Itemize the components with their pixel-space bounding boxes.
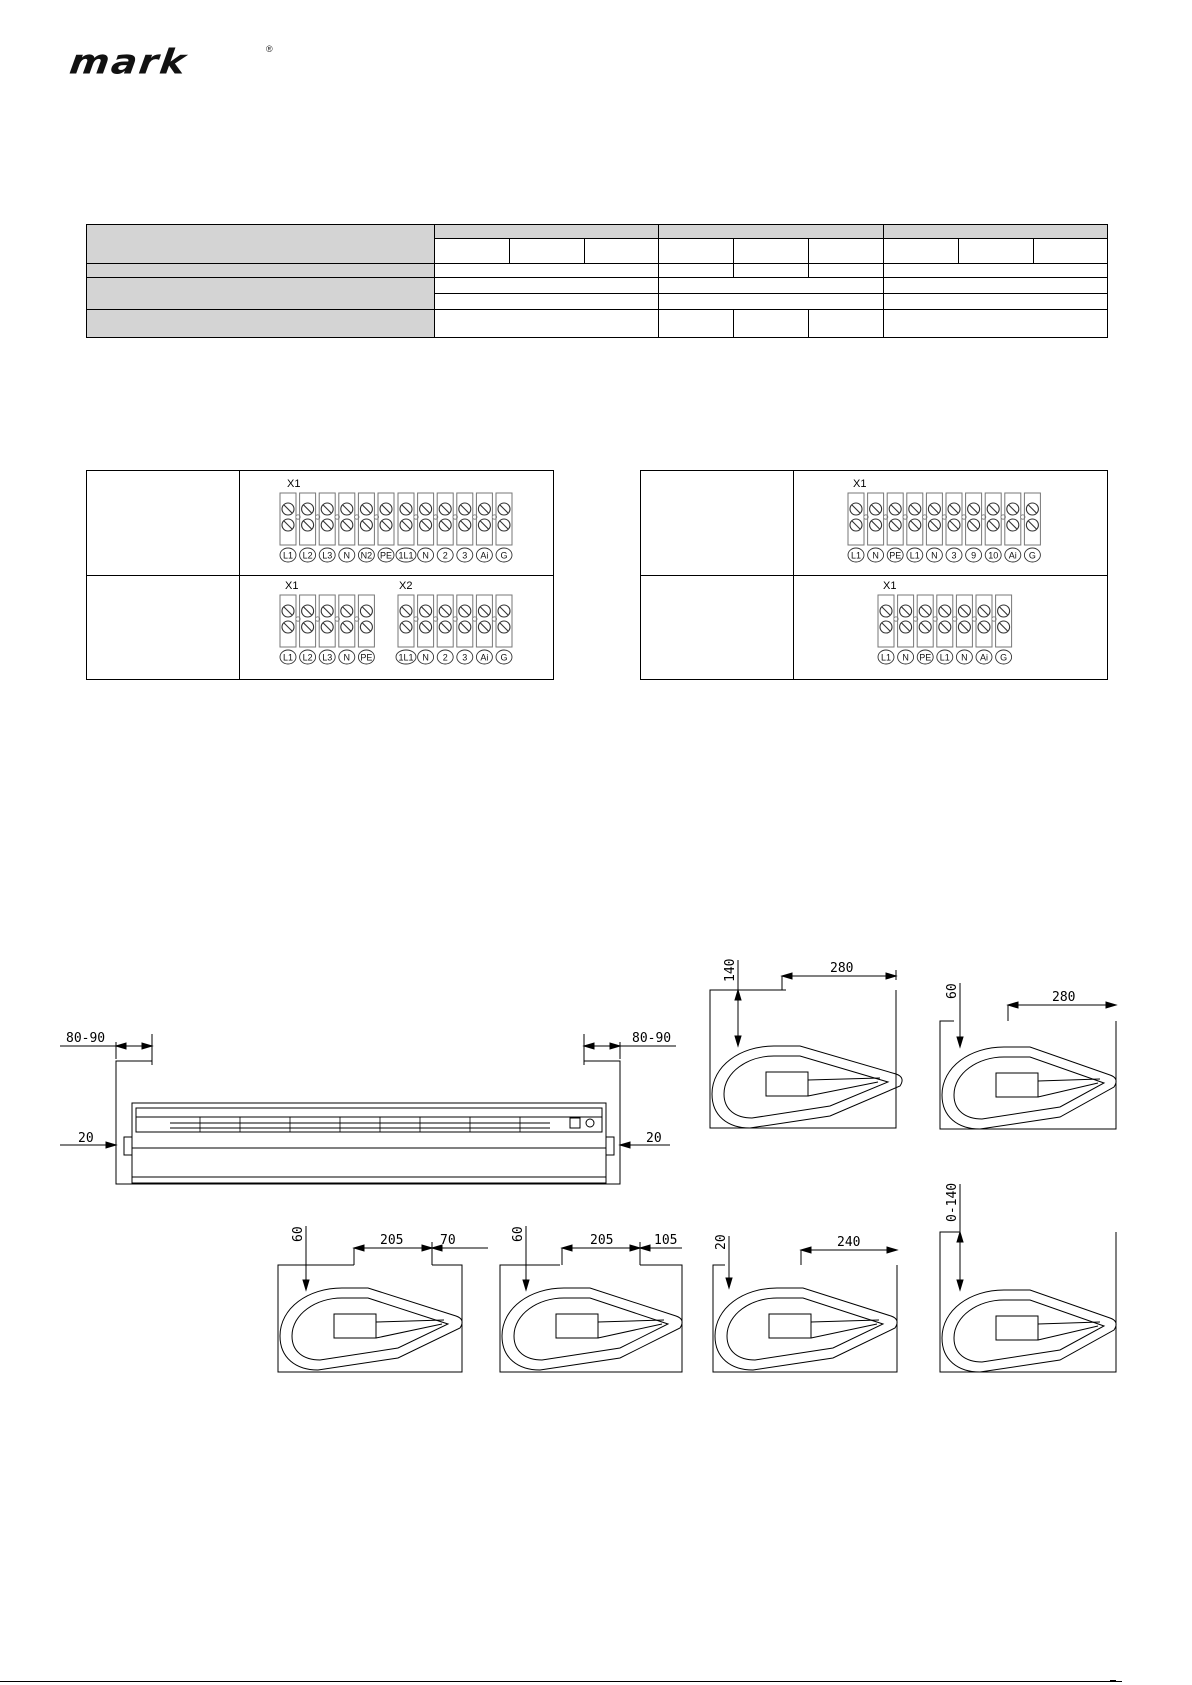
- terminal-label: 2: [442, 550, 448, 561]
- table-cell: [959, 239, 1034, 264]
- terminal-label: Ai: [480, 550, 489, 561]
- terminal-label: PE: [889, 550, 902, 561]
- table-cell: [434, 239, 509, 264]
- terminal: [457, 493, 477, 562]
- dim-w1: 205: [380, 1233, 404, 1248]
- table-cell: [434, 294, 659, 310]
- unit-profile: [715, 1288, 897, 1370]
- terminal: [378, 493, 394, 562]
- dim-width: 280: [1052, 990, 1076, 1005]
- terminal-label: 1L1: [398, 550, 414, 561]
- table-row: [87, 264, 1108, 278]
- arrow-icon: [523, 1280, 529, 1290]
- table-cell: [434, 264, 659, 278]
- table-cell: [884, 278, 1108, 294]
- arrow-icon: [801, 1247, 811, 1253]
- terminal-label: N: [343, 550, 351, 561]
- side-view-1: [700, 950, 910, 1130]
- terminal-label: 1L1: [398, 652, 414, 663]
- table-cell: [87, 310, 435, 338]
- terminal: [966, 493, 986, 562]
- unit-profile: [942, 1047, 1116, 1129]
- dim-width: 240: [837, 1235, 861, 1250]
- brand-name: mark: [67, 42, 191, 82]
- wiring-label-cell: [87, 575, 240, 679]
- dim-top: 60: [945, 983, 960, 999]
- side-view-4: [490, 1220, 690, 1380]
- arrow-icon: [957, 1037, 963, 1047]
- terminal: [418, 493, 438, 562]
- side-view-2: [920, 975, 1120, 1135]
- mounting-outline: [713, 1265, 897, 1372]
- footer-rule: [0, 1681, 1122, 1682]
- arrow-icon: [106, 1142, 116, 1148]
- arrow-icon: [726, 1278, 732, 1288]
- table-cell: [434, 310, 659, 338]
- page-number-mark: [1110, 1680, 1116, 1682]
- terminal-label: 3: [462, 652, 468, 663]
- terminal-label: PE: [360, 652, 373, 663]
- terminal-label: 10: [988, 550, 999, 561]
- unit-knob: [586, 1119, 594, 1127]
- terminal: [280, 493, 300, 562]
- wiring-label-cell: [87, 471, 240, 575]
- arrow-icon: [1008, 1002, 1018, 1008]
- wiring-table-right: [640, 470, 1108, 680]
- arrow-icon: [886, 973, 896, 979]
- terminal-strip: [396, 493, 512, 562]
- wiring-row-1: [641, 471, 1107, 576]
- table-cell: [734, 310, 809, 338]
- terminal-label: L2: [302, 652, 313, 663]
- arrow-icon: [303, 1280, 309, 1290]
- terminal-label: Ai: [1008, 550, 1017, 561]
- terminal-label: L3: [322, 550, 333, 561]
- side-view-6: [920, 1180, 1120, 1380]
- dim-left-gap: 80-90: [66, 1031, 106, 1046]
- terminal: [300, 595, 320, 664]
- wiring-row-1: [87, 471, 553, 576]
- terminal: [1024, 493, 1040, 562]
- terminal-label: N: [422, 652, 429, 663]
- table-cell: [434, 225, 659, 239]
- terminal-label: G: [1000, 652, 1008, 663]
- terminal: [937, 595, 957, 664]
- table-cell: [659, 239, 734, 264]
- terminal: [339, 595, 359, 664]
- arrow-icon: [640, 1245, 650, 1251]
- x2-label: X2: [399, 580, 413, 592]
- terminal-label: L1: [850, 550, 862, 561]
- table-row: [87, 278, 1108, 294]
- terminal-strip-diagram-b: [239, 575, 553, 679]
- terminal-strip: [848, 493, 1040, 562]
- terminal-label: L1: [282, 652, 294, 663]
- table-cell: [434, 278, 659, 294]
- terminal: [898, 595, 918, 664]
- terminal-label: 9: [971, 550, 977, 561]
- arrow-icon: [584, 1043, 594, 1049]
- terminal-strip: [280, 595, 374, 664]
- table-row: [87, 225, 1108, 239]
- table-cell: [659, 294, 884, 310]
- terminal-label: N: [931, 550, 938, 561]
- wiring-row-2: [87, 575, 553, 679]
- terminal: [437, 595, 457, 664]
- terminal-strip-diagram-a: [239, 471, 553, 575]
- dim-top: 60: [291, 1226, 306, 1242]
- unit-profile: [942, 1290, 1116, 1372]
- wiring-row-2: [641, 575, 1107, 679]
- terminal-label: G: [500, 652, 508, 663]
- terminal: [437, 493, 457, 562]
- arrow-icon: [887, 1247, 897, 1253]
- terminal: [457, 595, 477, 664]
- terminal: [476, 595, 496, 664]
- terminal-label: N: [961, 652, 968, 663]
- terminal: [300, 493, 320, 562]
- dim-top: 0-140: [945, 1182, 960, 1222]
- table-cell: [734, 239, 809, 264]
- terminal: [319, 493, 339, 562]
- terminal: [396, 493, 418, 562]
- table-row: [87, 310, 1108, 338]
- terminal-label: N: [422, 550, 429, 561]
- terminal-label: L1: [939, 652, 950, 663]
- table-cell: [659, 225, 884, 239]
- dim-w2: 70: [440, 1233, 456, 1248]
- terminal: [996, 595, 1012, 664]
- dim-right-side: 20: [646, 1131, 662, 1146]
- terminal: [985, 493, 1005, 562]
- terminal: [878, 595, 898, 664]
- unit-body: [132, 1103, 606, 1183]
- wiring-label-cell: [641, 575, 794, 679]
- table-cell: [884, 294, 1108, 310]
- terminal: [868, 493, 888, 562]
- arrow-icon: [116, 1043, 126, 1049]
- terminal-label: 2: [442, 652, 448, 663]
- terminal-label: G: [500, 550, 508, 561]
- terminal: [418, 595, 438, 664]
- dim-top: 140: [723, 958, 738, 982]
- terminal: [358, 493, 378, 562]
- terminal-label: L2: [302, 550, 313, 561]
- table-cell: [884, 264, 1108, 278]
- table-cell: [659, 278, 884, 294]
- table-cell: [809, 264, 884, 278]
- terminal: [976, 595, 996, 664]
- terminal-strip-diagram-d: [793, 575, 1107, 679]
- terminal-label: L1: [282, 550, 294, 561]
- terminal: [358, 595, 374, 664]
- arrow-icon: [562, 1245, 572, 1251]
- table-cell: [659, 264, 734, 278]
- terminal: [476, 493, 496, 562]
- arrow-icon: [610, 1043, 620, 1049]
- wiring-table-left: [86, 470, 554, 680]
- front-view-drawing: [50, 1025, 690, 1200]
- unit-profile: [502, 1288, 682, 1370]
- dim-w2: 105: [654, 1233, 678, 1248]
- terminal-label: G: [1028, 550, 1036, 561]
- terminal-label: L1: [880, 652, 892, 663]
- terminal-label: N: [343, 652, 351, 663]
- dim-w1: 205: [590, 1233, 614, 1248]
- terminal-label: PE: [919, 652, 932, 663]
- spec-table: [86, 224, 1108, 338]
- dim-right-gap: 80-90: [632, 1031, 672, 1046]
- terminal: [907, 493, 927, 562]
- terminal: [1005, 493, 1025, 562]
- terminal-label: N: [872, 550, 879, 561]
- unit-endcap-right: [606, 1137, 614, 1155]
- terminal-label: L1: [909, 550, 920, 561]
- mounting-outline: [940, 1232, 1116, 1372]
- x1-label: X1: [883, 580, 897, 592]
- terminal: [956, 595, 976, 664]
- arrow-icon: [782, 973, 792, 979]
- terminal: [339, 493, 359, 562]
- mounting-outline: [940, 1021, 1116, 1129]
- x1-label: X1: [287, 478, 301, 490]
- terminal-label: Ai: [979, 652, 989, 663]
- table-cell: [509, 239, 584, 264]
- terminal: [396, 595, 418, 664]
- terminal: [946, 493, 966, 562]
- terminal-label: Ai: [480, 652, 489, 663]
- terminal-strip: [396, 595, 512, 664]
- wiring-label-cell: [641, 471, 794, 575]
- terminal-label: N2: [360, 550, 373, 561]
- terminal: [887, 493, 907, 562]
- table-cell: [884, 225, 1108, 239]
- terminal: [319, 595, 339, 664]
- dim-width: 280: [830, 961, 854, 976]
- x1-label: X1: [853, 478, 867, 490]
- terminal: [848, 493, 868, 562]
- unit-endcap-left: [124, 1137, 132, 1155]
- unit-profile: [712, 1046, 902, 1128]
- terminal-strip: [878, 595, 1012, 664]
- grille-slats: [200, 1117, 520, 1132]
- table-cell: [584, 239, 659, 264]
- x1-label: X1: [285, 580, 299, 592]
- registered-mark: ®: [266, 44, 273, 54]
- terminal: [917, 595, 937, 664]
- table-cell: [884, 310, 1108, 338]
- arrow-icon: [142, 1043, 152, 1049]
- table-cell: [87, 225, 435, 264]
- table-cell: [87, 264, 435, 278]
- arrow-icon: [354, 1245, 364, 1251]
- terminal-label: L3: [322, 652, 333, 663]
- dim-top: 60: [511, 1226, 526, 1242]
- side-view-3: [270, 1220, 490, 1380]
- arrow-icon: [957, 1232, 963, 1242]
- terminal: [496, 595, 512, 664]
- arrow-icon: [735, 1036, 741, 1046]
- brand-logo: [67, 40, 273, 84]
- terminal-label: PE: [379, 550, 393, 561]
- dim-left-side: 20: [78, 1131, 94, 1146]
- table-cell: [734, 264, 809, 278]
- arrow-icon: [735, 990, 741, 1000]
- unit-profile: [280, 1288, 462, 1370]
- terminal-label: N: [902, 652, 909, 663]
- table-cell: [87, 278, 435, 310]
- table-cell: [809, 239, 884, 264]
- table-cell: [659, 310, 734, 338]
- terminal: [496, 493, 512, 562]
- terminal-label: 3: [462, 550, 468, 561]
- table-cell: [1034, 239, 1108, 264]
- dim-top: 20: [714, 1234, 729, 1250]
- terminal: [280, 595, 300, 664]
- table-cell: [884, 239, 959, 264]
- terminal-label: 3: [951, 550, 957, 561]
- terminal-strip: [280, 493, 394, 562]
- arrow-icon: [620, 1142, 630, 1148]
- unit-connector: [570, 1118, 580, 1128]
- arrow-icon: [1106, 1002, 1116, 1008]
- terminal-strip-diagram-c: [793, 471, 1107, 575]
- table-cell: [809, 310, 884, 338]
- terminal: [926, 493, 946, 562]
- arrow-icon: [957, 1280, 963, 1290]
- side-view-5: [705, 1230, 905, 1380]
